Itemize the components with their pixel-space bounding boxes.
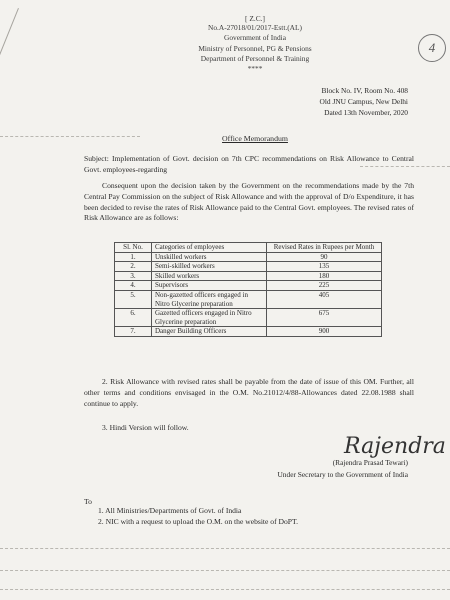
cell-slno: 1.: [115, 252, 152, 262]
cell-category: Danger Building Officers: [152, 327, 267, 337]
file-number: No.A-27018/01/2017-Estt.(AL): [207, 23, 302, 32]
paragraph-3: 3. Hindi Version will follow.: [102, 423, 189, 432]
scan-artifact: [0, 589, 450, 590]
scan-mark: [0, 8, 19, 138]
cell-rate: 135: [267, 262, 382, 272]
table-row: [115, 262, 382, 272]
cell-rate: 405: [267, 290, 382, 308]
list-item: 1. All Ministries/Departments of Govt. of India: [98, 506, 242, 515]
address-block: Block No. IV, Room No. 408: [321, 86, 408, 95]
page-stamp: 4: [418, 34, 446, 62]
cell-category: Skilled workers: [152, 271, 267, 281]
header-rate: Revised Rates in Rupees per Month: [267, 243, 382, 253]
signature-mark: Rajendra: [344, 434, 446, 459]
table-row: [115, 271, 382, 281]
cell-category: Non-gazetted officers engaged in Nitro Glycerine preparation: [152, 290, 267, 308]
risk-allowance-table: [114, 242, 382, 337]
table-row: [115, 281, 382, 291]
signatory-designation: Under Secretary to the Government of India: [277, 470, 408, 479]
paragraph-2: 2. Risk Allowance with revised rates shall be payable from the date of issue of this OM. Further, all other terms and conditions envisaged in the O.M. No.21012/4/88-Allowances dated 22.08.1988 shall continue to apply.: [84, 377, 414, 408]
table-row: [115, 327, 382, 337]
cell-slno: 3.: [115, 271, 152, 281]
cell-rate: 675: [267, 309, 382, 327]
cell-rate: 90: [267, 252, 382, 262]
cell-category: Unskilled workers: [152, 252, 267, 262]
cell-category: Supervisors: [152, 281, 267, 291]
table-row: [115, 290, 382, 308]
scan-artifact: [0, 570, 450, 571]
cell-slno: 4.: [115, 281, 152, 291]
subject-line: Subject: Implementation of Govt. decision on 7th CPC recommendations on Risk Allowance to Central Govt. employees-regarding: [84, 154, 414, 174]
memo-title: Office Memorandum: [222, 134, 288, 143]
cell-slno: 2.: [115, 262, 152, 272]
department-line: Department of Personnel & Training: [200, 54, 310, 63]
scan-artifact: [0, 548, 450, 549]
cell-category: Gazetted officers engaged in Nitro Glycerine preparation: [152, 309, 267, 327]
government-line: Government of India: [224, 33, 286, 42]
header-slno: Sl. No.: [115, 243, 152, 253]
scan-artifact: [360, 166, 450, 167]
cell-category: Semi-skilled workers: [152, 262, 267, 272]
table-row: [115, 309, 382, 327]
table-row: [115, 252, 382, 262]
list-item: 2. NIC with a request to upload the O.M. on the website of DoPT.: [98, 516, 299, 526]
cell-slno: 6.: [115, 309, 152, 327]
document-date: Dated 13th November, 2020: [324, 108, 408, 117]
to-label: To: [84, 497, 92, 506]
cell-rate: 900: [267, 327, 382, 337]
cell-rate: 180: [267, 271, 382, 281]
paragraph-1: Consequent upon the decision taken by the Government on the recommendations made by the 7th Central Pay Commission on the subject of Risk Allowance and with the approval of D/o Expenditure, it has been decided to revise the rates of Risk Allowance paid to the Central Govt. employees. The revised rates of Risk Allowance are as follows:: [84, 181, 414, 223]
signatory-name: (Rajendra Prasad Tewari): [332, 458, 408, 467]
header-stars: ****: [247, 64, 263, 73]
recipient-list: [98, 506, 298, 527]
header-code: [ Z.C.]: [245, 14, 265, 23]
cell-slno: 5.: [115, 290, 152, 308]
cell-rate: 225: [267, 281, 382, 291]
table-header-row: [115, 243, 382, 253]
scan-artifact: [0, 136, 140, 137]
header-category: Categories of employees: [152, 243, 267, 253]
cell-slno: 7.: [115, 327, 152, 337]
address-campus: Old JNU Campus, New Delhi: [319, 97, 408, 106]
ministry-line: Ministry of Personnel, PG & Pensions: [198, 44, 312, 53]
